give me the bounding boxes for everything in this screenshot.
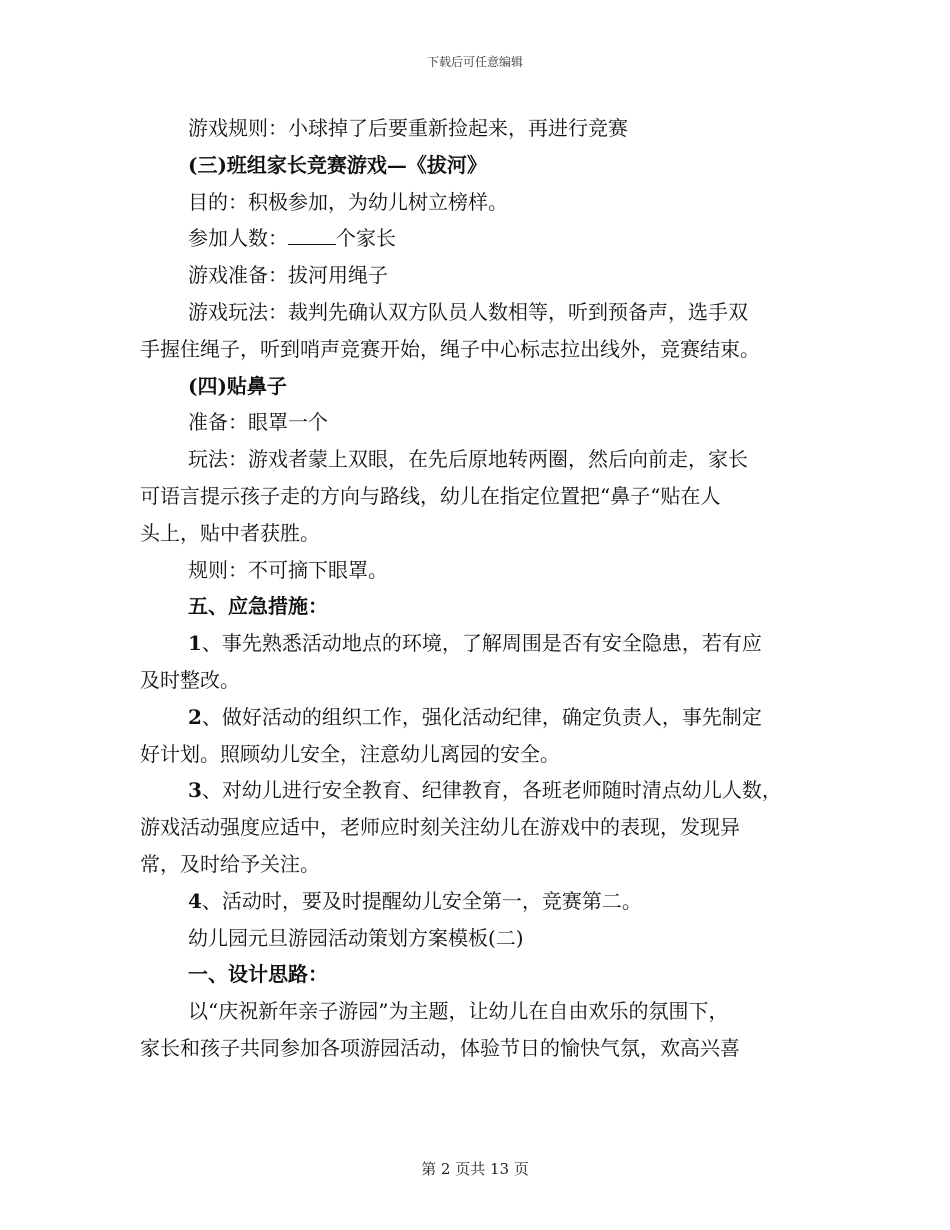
section-heading-emergency: 五、应急措施： xyxy=(188,594,328,619)
list-number-1: 1 xyxy=(188,631,202,656)
participants-unit: 个家长 xyxy=(336,226,396,251)
section-heading-nose: (四)贴鼻子 xyxy=(188,373,287,398)
list-item-3-line2: 游戏活动强度应适中，老师应时刻关注幼儿在游戏中的表现，发现异 xyxy=(140,815,740,840)
list-number-4: 4 xyxy=(188,888,202,913)
list-item-3-line1 xyxy=(140,772,820,809)
paragraph-nose-preparation: 准备：眼罩一个 xyxy=(188,410,328,435)
list-item-3-line3: 常，及时给予关注。 xyxy=(140,851,320,876)
list-item-2-line1 xyxy=(140,699,820,736)
list-item-4-line1 xyxy=(140,883,820,920)
paragraph-design-line2: 家长和孩子共同参加各项游园活动，体验节日的愉快气氛，欢高兴喜 xyxy=(140,1035,740,1060)
document-subtitle: 幼儿园元旦游园活动策划方案模板(二) xyxy=(188,925,524,950)
page-footer: 第 2 页共 13 页 xyxy=(421,1160,529,1178)
list-item-4-text: 、活动时，要及时提醒幼儿安全第一，竞赛第二。 xyxy=(201,888,642,913)
participants-label: 参加人数： xyxy=(188,226,288,251)
paragraph-nose-rule: 规则：不可摘下眼罩。 xyxy=(188,557,388,582)
list-item-3-text: 、对幼儿进行安全教育、纪律教育，各班老师随时清点幼儿人数， xyxy=(201,778,782,803)
paragraph-gameplay-line1: 游戏玩法：裁判先确认双方队员人数相等，听到预备声，选手双 xyxy=(188,299,748,324)
paragraph-nose-play-line1: 玩法：游戏者蒙上双眼，在先后原地转两圈，然后向前走，家长 xyxy=(188,447,748,472)
paragraph-design-line1: 以“庆祝新年亲子游园”为主题，让幼儿在自由欢乐的氛围下， xyxy=(188,999,729,1024)
section-heading-tug-of-war: (三)班组家长竞赛游戏—《拔河》 xyxy=(188,152,487,177)
list-item-2-line2: 好计划。照顾幼儿安全，注意幼儿离园的安全。 xyxy=(140,741,560,766)
paragraph-game-rule: 游戏规则：小球掉了后要重新捡起来，再进行竞赛 xyxy=(188,116,628,140)
list-item-1-text: 、事先熟悉活动地点的环境，了解周围是否有安全隐患，若有应 xyxy=(201,631,762,656)
paragraph-preparation: 游戏准备：拔河用绳子 xyxy=(188,263,388,288)
section-heading-design: 一、设计思路： xyxy=(188,962,328,987)
paragraph-participants xyxy=(140,220,820,257)
paragraph-nose-play-line3: 头上，贴中者获胜。 xyxy=(140,520,320,545)
list-item-2-text: 、做好活动的组织工作，强化活动纪律，确定负责人，事先制定 xyxy=(201,704,762,729)
paragraph-purpose: 目的：积极参加，为幼儿树立榜样。 xyxy=(188,189,508,214)
participants-blank xyxy=(288,226,336,245)
paragraph-gameplay-line2: 手握住绳子，听到哨声竞赛开始，绳子中心标志拉出线外，竞赛结束。 xyxy=(140,336,760,361)
paragraph-nose-play-line2: 可语言提示孩子走的方向与路线，幼儿在指定位置把“鼻子“贴在人 xyxy=(140,483,721,508)
page-header: 下载后可任意编辑 xyxy=(426,55,523,69)
list-number-2: 2 xyxy=(188,704,202,729)
list-number-3: 3 xyxy=(188,778,202,803)
list-item-1-line1 xyxy=(140,625,820,662)
list-item-1-line2: 及时整改。 xyxy=(140,667,240,692)
document-body xyxy=(140,110,820,1067)
